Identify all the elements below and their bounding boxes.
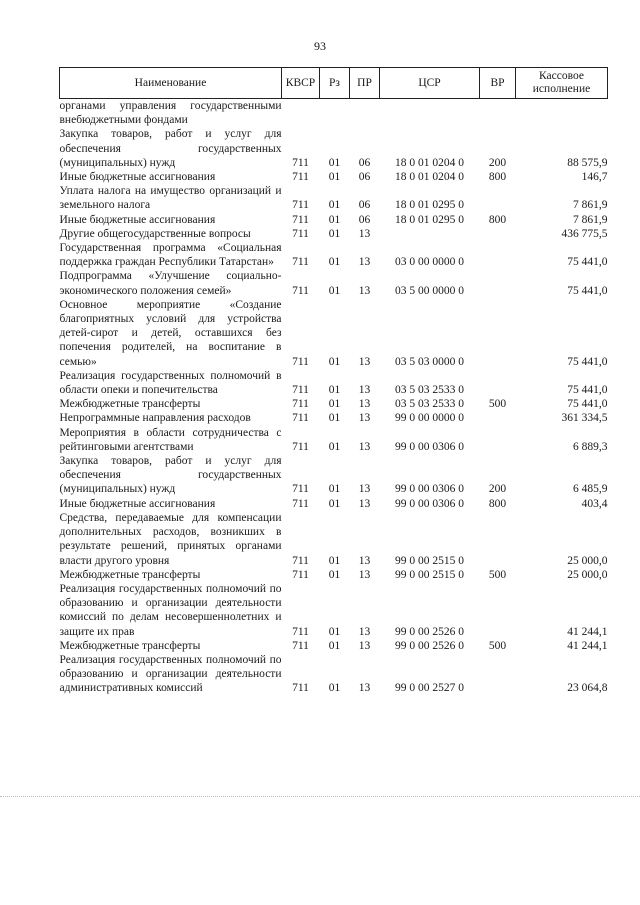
cell-name: Закупка товаров, работ и услуг для обеспечения государственных (муниципальных) нужд	[59, 455, 282, 496]
table-row	[60, 127, 608, 170]
cell-vr	[480, 369, 516, 397]
cell-kvsr: 711	[292, 284, 309, 297]
cell-csr: 99 0 00 0306 0	[395, 497, 464, 510]
cell-name: Мероприятия в области сотрудничества с рейтинговыми агентствами	[59, 426, 282, 453]
table-row	[60, 511, 608, 568]
cell-csr: 99 0 00 2526 0	[395, 639, 464, 652]
cell-vr	[480, 426, 516, 454]
cell-rz: 01	[328, 398, 341, 411]
cell-csr: 99 0 00 0306 0	[395, 483, 464, 496]
cell-pr: 13	[358, 384, 371, 397]
cell-vr: 500	[488, 568, 507, 581]
cell-kvsr: 711	[292, 156, 309, 169]
cell-pr: 06	[358, 156, 371, 169]
cell-rz: 01	[328, 213, 341, 226]
cell-rz: 01	[328, 171, 341, 184]
cell-vr: 800	[488, 497, 507, 510]
cell-name: Другие общегосударственные вопросы	[59, 227, 251, 240]
table-row	[60, 497, 608, 511]
cell-amount: 41 244,1	[567, 625, 608, 638]
header-csr: ЦСР	[380, 68, 480, 99]
cell-vr	[480, 269, 516, 297]
cell-vr: 500	[488, 639, 507, 652]
cell-pr: 13	[358, 227, 371, 240]
cell-pr: 06	[358, 171, 371, 184]
cell-vr	[480, 298, 516, 369]
cell-pr: 06	[358, 199, 371, 212]
cell-rz	[320, 99, 350, 128]
cell-rz: 01	[328, 440, 341, 453]
cell-kvsr: 711	[292, 384, 309, 397]
cell-vr	[480, 99, 516, 128]
cell-kvsr: 711	[292, 639, 309, 652]
cell-amount: 75 441,0	[567, 355, 608, 368]
cell-rz: 01	[328, 568, 341, 581]
cell-name: Непрограммные направления расходов	[59, 412, 251, 425]
cell-name: Государственная программа «Социальная поддержка граждан Республики Татарстан»	[59, 242, 282, 269]
header-rz: Рз	[320, 68, 350, 99]
cell-pr: 13	[358, 256, 371, 269]
cell-rz: 01	[328, 497, 341, 510]
header-amount: Кассовое исполнение	[516, 68, 608, 99]
header-name: Наименование	[60, 68, 282, 99]
cell-csr: 99 0 00 2515 0	[395, 554, 464, 567]
cell-pr: 13	[358, 412, 371, 425]
cell-rz: 01	[328, 682, 341, 695]
page-number: 93	[314, 39, 326, 53]
header-pr: ПР	[350, 68, 380, 99]
cell-kvsr: 711	[292, 199, 309, 212]
cell-csr: 18 0 01 0295 0	[395, 213, 464, 226]
cell-rz: 01	[328, 639, 341, 652]
cell-csr: 18 0 01 0204 0	[395, 171, 464, 184]
cell-amount: 88 575,9	[567, 156, 608, 169]
cell-csr: 03 5 03 2533 0	[395, 384, 464, 397]
cell-csr: 99 0 00 0000 0	[395, 412, 464, 425]
table-row	[60, 653, 608, 696]
cell-csr: 18 0 01 0204 0	[395, 156, 464, 169]
cell-kvsr: 711	[292, 483, 309, 496]
cell-vr: 200	[488, 156, 507, 169]
cell-kvsr	[282, 99, 320, 128]
table-row	[60, 582, 608, 639]
cell-amount: 25 000,0	[567, 568, 608, 581]
table-row	[60, 568, 608, 582]
table-body	[60, 99, 608, 696]
table-row	[60, 184, 608, 212]
cell-amount: 7 861,9	[573, 213, 608, 226]
cell-pr: 13	[358, 483, 371, 496]
table-row	[60, 426, 608, 454]
cell-vr: 500	[488, 398, 507, 411]
table-row	[60, 269, 608, 297]
cell-kvsr: 711	[292, 625, 309, 638]
cell-name: Межбюджетные трансферты	[59, 639, 201, 652]
cell-amount: 25 000,0	[567, 554, 608, 567]
cell-csr: 03 5 03 0000 0	[395, 355, 464, 368]
cell-amount: 146,7	[581, 171, 608, 184]
cell-vr	[480, 241, 516, 269]
cell-name: Межбюджетные трансферты	[59, 398, 201, 411]
cell-kvsr: 711	[292, 171, 309, 184]
budget-table	[59, 67, 608, 696]
cell-name: Уплата налога на имущество организаций и земельного налога	[59, 185, 282, 212]
cell-pr: 13	[358, 284, 371, 297]
cell-rz: 01	[328, 256, 341, 269]
cell-csr	[380, 99, 480, 128]
cell-name: Реализация государственных полномочий в области опеки и попечительства	[59, 369, 282, 397]
cell-name: Закупка товаров, работ и услуг для обеспечения государственных (муниципальных) нужд	[59, 128, 282, 169]
cell-rz: 01	[328, 384, 341, 397]
table-row	[60, 227, 608, 241]
table-row	[60, 411, 608, 425]
cell-rz: 01	[328, 156, 341, 169]
cell-pr: 13	[358, 554, 371, 567]
cell-csr: 99 0 00 0306 0	[395, 440, 464, 453]
cell-amount: 403,4	[581, 497, 608, 510]
cell-pr: 06	[358, 213, 371, 226]
cell-vr: 200	[488, 483, 507, 496]
cell-pr: 13	[358, 625, 371, 638]
table-row	[60, 170, 608, 184]
cell-pr: 13	[358, 568, 371, 581]
cell-rz: 01	[328, 355, 341, 368]
cell-amount: 436 775,5	[561, 227, 608, 240]
cell-vr	[480, 184, 516, 212]
cell-vr	[480, 511, 516, 568]
cell-vr	[480, 582, 516, 639]
cell-amount: 41 244,1	[567, 639, 608, 652]
cell-csr	[380, 227, 480, 241]
cell-name: Иные бюджетные ассигнования	[59, 213, 216, 226]
cell-kvsr: 711	[292, 682, 309, 695]
cell-amount: 75 441,0	[567, 284, 608, 297]
table-row	[60, 454, 608, 497]
cell-vr	[480, 227, 516, 241]
cell-pr: 13	[358, 682, 371, 695]
cell-vr: 800	[488, 171, 507, 184]
cell-rz: 01	[328, 625, 341, 638]
cell-pr	[350, 99, 380, 128]
cell-kvsr: 711	[292, 213, 309, 226]
cell-vr	[480, 411, 516, 425]
cell-amount	[516, 99, 608, 128]
cell-kvsr: 711	[292, 227, 309, 240]
cell-kvsr: 711	[292, 440, 309, 453]
cell-name: Реализация государственных полномочий по образованию и организации деятельности комиссий по делам несовершеннолетних и защите их прав	[59, 582, 282, 638]
page-bottom-rule	[0, 796, 640, 798]
cell-amount: 7 861,9	[573, 199, 608, 212]
cell-amount: 75 441,0	[567, 398, 608, 411]
table-row	[60, 213, 608, 227]
cell-amount: 6 889,3	[573, 440, 608, 453]
cell-kvsr: 711	[292, 256, 309, 269]
cell-amount: 361 334,5	[561, 412, 608, 425]
cell-rz: 01	[328, 554, 341, 567]
table-row	[60, 99, 608, 128]
header-kvsr: КВСР	[282, 68, 320, 99]
table-header-row	[60, 68, 608, 99]
cell-name: Реализация государственных полномочий по образованию и организации деятельности административных комиссий	[59, 653, 282, 695]
cell-kvsr: 711	[292, 554, 309, 567]
cell-amount: 75 441,0	[567, 256, 608, 269]
cell-kvsr: 711	[292, 497, 309, 510]
cell-name: Иные бюджетные ассигнования	[59, 171, 216, 184]
header-vr: ВР	[480, 68, 516, 99]
cell-vr	[480, 653, 516, 696]
cell-kvsr: 711	[292, 412, 309, 425]
cell-pr: 13	[358, 355, 371, 368]
cell-name: Подпрограмма «Улучшение социально-экономического положения семей»	[59, 270, 282, 297]
cell-csr: 03 5 00 0000 0	[395, 284, 464, 297]
cell-rz: 01	[328, 199, 341, 212]
cell-pr: 13	[358, 639, 371, 652]
cell-amount: 75 441,0	[567, 384, 608, 397]
cell-amount: 23 064,8	[567, 682, 608, 695]
cell-csr: 03 5 03 2533 0	[395, 398, 464, 411]
cell-csr: 03 0 00 0000 0	[395, 256, 464, 269]
cell-name: Межбюджетные трансферты	[59, 568, 201, 581]
cell-csr: 18 0 01 0295 0	[395, 199, 464, 212]
cell-pr: 13	[358, 497, 371, 510]
table-row	[60, 369, 608, 397]
cell-pr: 13	[358, 440, 371, 453]
table-row	[60, 298, 608, 369]
cell-name: Средства, передаваемые для компенсации дополнительных расходов, возникших в результате решений, принятых органами власти другого уровня	[59, 511, 282, 567]
table-row	[60, 639, 608, 653]
cell-rz: 01	[328, 227, 341, 240]
cell-vr: 800	[488, 213, 507, 226]
cell-rz: 01	[328, 483, 341, 496]
cell-amount: 6 485,9	[573, 483, 608, 496]
table-row	[60, 241, 608, 269]
cell-name: органами управления государственными внебюджетными фондами	[59, 100, 282, 127]
cell-kvsr: 711	[292, 568, 309, 581]
cell-pr: 13	[358, 398, 371, 411]
table-row	[60, 397, 608, 411]
cell-kvsr: 711	[292, 355, 309, 368]
cell-kvsr: 711	[292, 398, 309, 411]
cell-name: Основное мероприятие «Создание благоприятных условий для устройства детей-сирот и детей, оставшихся без попечения родителей, на воспитание в семью»	[59, 298, 282, 368]
cell-rz: 01	[328, 412, 341, 425]
cell-csr: 99 0 00 2526 0	[395, 625, 464, 638]
cell-rz: 01	[328, 284, 341, 297]
cell-csr: 99 0 00 2527 0	[395, 682, 464, 695]
cell-name: Иные бюджетные ассигнования	[59, 497, 216, 510]
cell-csr: 99 0 00 2515 0	[395, 568, 464, 581]
